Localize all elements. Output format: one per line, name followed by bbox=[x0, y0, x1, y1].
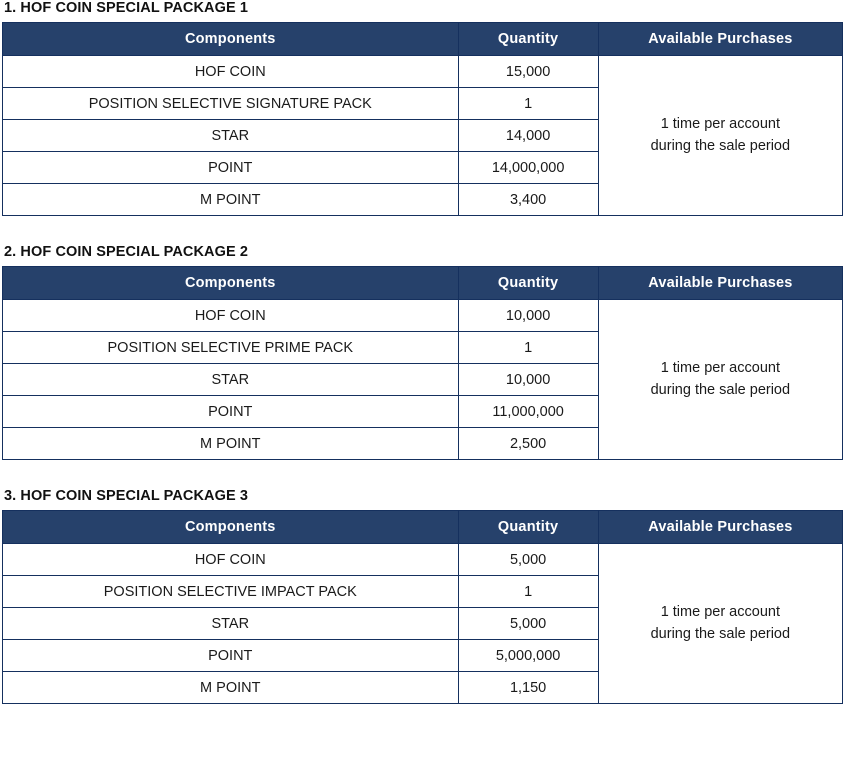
table-row bbox=[3, 56, 843, 88]
table-row bbox=[3, 544, 843, 576]
cell-quantity: 11,000,000 bbox=[458, 396, 598, 428]
cell-quantity: 5,000,000 bbox=[458, 640, 598, 672]
column-header-quantity: Quantity bbox=[458, 23, 598, 56]
cell-quantity: 10,000 bbox=[458, 364, 598, 396]
column-header-quantity: Quantity bbox=[458, 267, 598, 300]
cell-available-purchases bbox=[598, 56, 842, 216]
column-header-available-purchases: Available Purchases bbox=[598, 267, 842, 300]
cell-component: POINT bbox=[3, 640, 459, 672]
section-spacer bbox=[0, 216, 845, 244]
available-line-1: 1 time per account bbox=[660, 115, 780, 132]
column-header-available-purchases: Available Purchases bbox=[598, 511, 842, 544]
cell-quantity: 15,000 bbox=[458, 56, 598, 88]
cell-quantity: 5,000 bbox=[458, 608, 598, 640]
table-header-row bbox=[3, 511, 843, 544]
cell-quantity: 3,400 bbox=[458, 184, 598, 216]
cell-quantity: 1 bbox=[458, 332, 598, 364]
cell-component: POSITION SELECTIVE SIGNATURE PACK bbox=[3, 88, 459, 120]
column-header-quantity: Quantity bbox=[458, 511, 598, 544]
cell-quantity: 14,000,000 bbox=[458, 152, 598, 184]
column-header-components: Components bbox=[3, 267, 459, 300]
cell-component: HOF COIN bbox=[3, 300, 459, 332]
cell-component: M POINT bbox=[3, 184, 459, 216]
table-header-row bbox=[3, 267, 843, 300]
package-section-1 bbox=[0, 0, 845, 216]
section-title-1: 1. HOF COIN SPECIAL PACKAGE 1 bbox=[4, 0, 249, 16]
column-header-components: Components bbox=[3, 23, 459, 56]
package-table-3 bbox=[2, 510, 843, 704]
available-line-2: during the sale period bbox=[650, 381, 791, 398]
cell-component: M POINT bbox=[3, 672, 459, 704]
cell-available-purchases bbox=[598, 544, 842, 704]
section-title-3: 3. HOF COIN SPECIAL PACKAGE 3 bbox=[4, 488, 249, 504]
available-line-2: during the sale period bbox=[650, 625, 791, 642]
cell-quantity: 14,000 bbox=[458, 120, 598, 152]
cell-component: POSITION SELECTIVE IMPACT PACK bbox=[3, 576, 459, 608]
cell-quantity: 10,000 bbox=[458, 300, 598, 332]
cell-quantity: 1,150 bbox=[458, 672, 598, 704]
package-table-2 bbox=[2, 266, 843, 460]
package-table-1 bbox=[2, 22, 843, 216]
cell-component: STAR bbox=[3, 608, 459, 640]
cell-available-purchases bbox=[598, 300, 842, 460]
cell-component: STAR bbox=[3, 364, 459, 396]
cell-quantity: 1 bbox=[458, 576, 598, 608]
cell-component: STAR bbox=[3, 120, 459, 152]
package-section-2 bbox=[0, 244, 845, 460]
column-header-available-purchases: Available Purchases bbox=[598, 23, 842, 56]
cell-quantity: 2,500 bbox=[458, 428, 598, 460]
section-spacer bbox=[0, 460, 845, 488]
table-row bbox=[3, 300, 843, 332]
cell-component: POINT bbox=[3, 152, 459, 184]
cell-component: HOF COIN bbox=[3, 544, 459, 576]
section-title-2: 2. HOF COIN SPECIAL PACKAGE 2 bbox=[4, 244, 249, 260]
cell-component: HOF COIN bbox=[3, 56, 459, 88]
cell-quantity: 1 bbox=[458, 88, 598, 120]
available-line-2: during the sale period bbox=[650, 137, 791, 154]
package-section-3 bbox=[0, 488, 845, 704]
cell-quantity: 5,000 bbox=[458, 544, 598, 576]
available-line-1: 1 time per account bbox=[660, 603, 780, 620]
column-header-components: Components bbox=[3, 511, 459, 544]
cell-component: POINT bbox=[3, 396, 459, 428]
cell-component: POSITION SELECTIVE PRIME PACK bbox=[3, 332, 459, 364]
available-line-1: 1 time per account bbox=[660, 359, 780, 376]
table-header-row bbox=[3, 23, 843, 56]
cell-component: M POINT bbox=[3, 428, 459, 460]
